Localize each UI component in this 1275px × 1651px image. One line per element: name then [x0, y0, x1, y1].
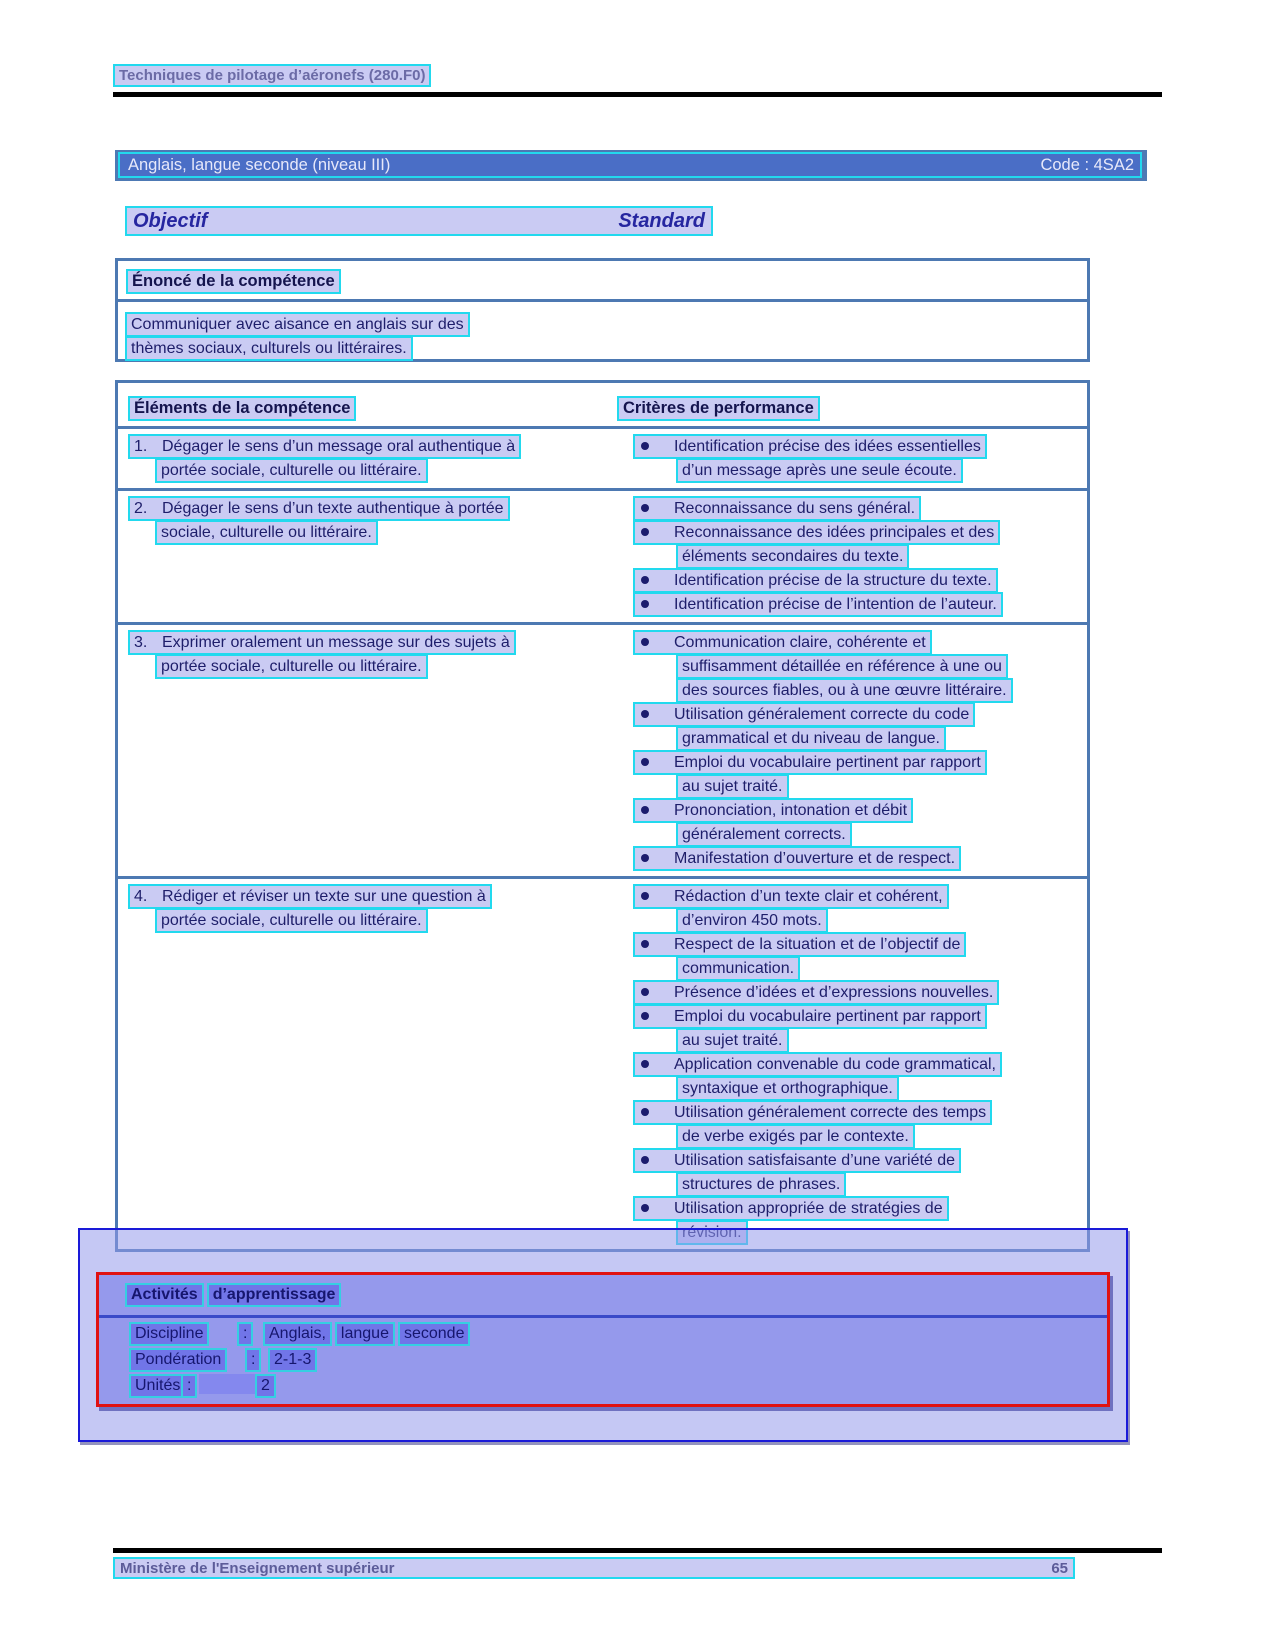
activities-header [99, 1275, 1107, 1318]
criteria-text: Reconnaissance du sens général. [674, 500, 916, 517]
criteria-line [617, 654, 1087, 678]
course-code: Code : 4SA2 [1040, 155, 1134, 174]
criteria-line [617, 1004, 1087, 1028]
criteria-line [617, 1124, 1087, 1148]
criteria-line-highlight [633, 702, 975, 727]
criteria-line [617, 1100, 1087, 1124]
element-text: Dégager le sens d’un texte authentique à portée [162, 500, 504, 517]
criteria-line-highlight [633, 568, 998, 593]
element-line [128, 458, 610, 482]
element-line-highlight: portée sociale, culturelle ou littéraire. [155, 458, 428, 483]
element-line-highlight [128, 496, 510, 521]
criteria-line-highlight: d’environ 450 mots. [676, 908, 828, 933]
activities-value-word: seconde [398, 1322, 471, 1346]
criteria-line-highlight: syntaxique et orthographique. [676, 1076, 899, 1101]
activities-row [129, 1348, 1107, 1374]
course-banner [115, 150, 1147, 181]
col1-header: Éléments de la compétence [128, 396, 356, 421]
criteria-line [617, 956, 1087, 980]
enonce-line [125, 336, 1087, 360]
bullet-icon [641, 1156, 649, 1164]
table-row [118, 488, 1087, 622]
criteria-line [617, 630, 1087, 654]
element-line [128, 654, 610, 678]
criteria-line [617, 846, 1087, 870]
element-number: 1. [134, 438, 148, 455]
criteria-line-highlight: grammatical et du niveau de langue. [676, 726, 946, 751]
activities-label: Pondération [129, 1348, 227, 1372]
bullet-icon [641, 710, 649, 718]
footer-page-number: 65 [1051, 1559, 1068, 1577]
criteria-text: Utilisation généralement correcte des temps [674, 1104, 987, 1121]
criteria-text: Identification précise de la structure du texte. [674, 572, 992, 589]
element-cell [118, 884, 610, 1244]
course-title: Anglais, langue seconde (niveau III) [128, 155, 391, 174]
bullet-icon [641, 528, 649, 536]
element-line [128, 630, 610, 654]
table-row [118, 876, 1087, 1250]
enonce-line-highlight: thèmes sociaux, culturels ou littéraires. [125, 336, 413, 361]
section-heading-highlight [125, 206, 713, 236]
criteria-line-highlight: des sources fiables, ou à une œuvre littéraire. [676, 678, 1013, 703]
element-line-highlight [128, 434, 521, 459]
criteria-cell [610, 496, 1087, 616]
activities-title-word: Activités [125, 1283, 204, 1307]
heading-standard: Standard [618, 210, 705, 232]
criteria-line [617, 1052, 1087, 1076]
table-row [118, 622, 1087, 876]
criteria-line-highlight [633, 1052, 1002, 1077]
bullet-icon [641, 1108, 649, 1116]
criteria-line-highlight [633, 1196, 949, 1221]
criteria-line [617, 592, 1087, 616]
activities-label: Unités [129, 1374, 186, 1398]
criteria-cell [610, 630, 1087, 870]
activities-body [99, 1318, 1107, 1404]
criteria-line-highlight [633, 884, 949, 909]
section-heading [125, 206, 713, 236]
criteria-line-highlight [633, 1148, 961, 1173]
criteria-cell [610, 884, 1087, 1244]
element-line-highlight: sociale, culturelle ou littéraire. [155, 520, 378, 545]
criteria-line-highlight: au sujet traité. [676, 774, 789, 799]
criteria-line-highlight [633, 932, 966, 957]
activities-row [129, 1322, 1107, 1348]
activities-label: Discipline [129, 1322, 209, 1346]
criteria-text: Présence d’idées et d’expressions nouvelles. [674, 984, 994, 1001]
criteria-line-highlight [633, 630, 932, 655]
enonce-header-row [118, 261, 1087, 302]
competence-header-row [118, 383, 1087, 429]
bullet-icon [641, 1012, 649, 1020]
activities-value-word: 2 [255, 1374, 276, 1398]
criteria-line-highlight [633, 592, 1003, 617]
element-line-highlight [128, 884, 492, 909]
criteria-line [617, 1196, 1087, 1220]
table-row [118, 429, 1087, 488]
criteria-line [617, 932, 1087, 956]
enonce-line-highlight: Communiquer avec aisance en anglais sur des [125, 312, 470, 337]
bullet-icon [641, 1204, 649, 1212]
bullet-icon [641, 758, 649, 766]
criteria-line [617, 1172, 1087, 1196]
element-number: 4. [134, 888, 148, 905]
element-line [128, 908, 610, 932]
activities-box [96, 1272, 1110, 1407]
bullet-icon [641, 1060, 649, 1068]
criteria-line [617, 458, 1087, 482]
element-text: Dégager le sens d’un message oral authentique à [162, 438, 516, 455]
element-line [128, 884, 610, 908]
activities-row [129, 1374, 1107, 1400]
criteria-line [617, 908, 1087, 932]
activities-colon: : [237, 1322, 253, 1346]
criteria-text: Respect de la situation et de l’objectif de [674, 936, 961, 953]
criteria-line-highlight [633, 520, 1000, 545]
criteria-line-highlight: d’un message après une seule écoute. [676, 458, 963, 483]
criteria-line [617, 520, 1087, 544]
bullet-icon [641, 988, 649, 996]
criteria-line-highlight: au sujet traité. [676, 1028, 789, 1053]
criteria-line-highlight [633, 1100, 992, 1125]
activities-colon: : [245, 1348, 261, 1372]
competence-table [115, 380, 1090, 1252]
criteria-line [617, 884, 1087, 908]
bullet-icon [641, 576, 649, 584]
criteria-line-highlight [633, 750, 987, 775]
element-number: 3. [134, 634, 148, 651]
footer-ministry: Ministère de l'Enseignement supérieur [120, 1559, 395, 1577]
footer-bar [113, 1557, 1075, 1579]
bullet-icon [641, 638, 649, 646]
element-cell [118, 496, 610, 616]
enonce-body [118, 302, 1087, 360]
bullet-icon [641, 854, 649, 862]
criteria-line [617, 822, 1087, 846]
criteria-line-highlight [633, 434, 987, 459]
criteria-line-highlight: suffisamment détaillée en référence à une ou [676, 654, 1008, 679]
activities-value-word: Anglais, [263, 1322, 332, 1346]
criteria-text: Identification précise des idées essentielles [674, 438, 981, 455]
element-line-highlight: portée sociale, culturelle ou littéraire. [155, 908, 428, 933]
criteria-line-highlight [633, 1004, 987, 1029]
element-cell [118, 434, 610, 482]
activities-value-word: 2-1-3 [268, 1348, 317, 1372]
element-line [128, 496, 610, 520]
enonce-table [115, 258, 1090, 362]
element-text: Rédiger et réviser un texte sur une question à [162, 888, 486, 905]
criteria-text: Manifestation d’ouverture et de respect. [674, 850, 956, 867]
criteria-line [617, 1028, 1087, 1052]
criteria-line-highlight [633, 846, 961, 871]
criteria-line [617, 496, 1087, 520]
criteria-text: Utilisation satisfaisante d’une variété de [674, 1152, 956, 1169]
bullet-icon [641, 892, 649, 900]
criteria-line [617, 1076, 1087, 1100]
criteria-line [617, 544, 1087, 568]
top-rule [113, 92, 1162, 97]
criteria-line [617, 568, 1087, 592]
criteria-line-highlight: structures de phrases. [676, 1172, 846, 1197]
criteria-line-highlight [633, 496, 921, 521]
criteria-line [617, 750, 1087, 774]
criteria-text: Prononciation, intonation et débit [674, 802, 908, 819]
criteria-text: Utilisation généralement correcte du code [674, 706, 970, 723]
activities-colon: : [181, 1374, 197, 1398]
criteria-line-highlight [633, 798, 913, 823]
competence-rows [118, 429, 1087, 1250]
footer-rule [113, 1548, 1162, 1553]
element-cell [118, 630, 610, 870]
bullet-icon [641, 442, 649, 450]
activities-title-word: d’apprentissage [207, 1283, 342, 1307]
criteria-cell [610, 434, 1087, 482]
criteria-line-highlight [633, 980, 999, 1005]
criteria-line [617, 678, 1087, 702]
criteria-line-highlight: de verbe exigés par le contexte. [676, 1124, 915, 1149]
bullet-icon [641, 504, 649, 512]
activities-value-word: langue [335, 1322, 395, 1346]
criteria-line [617, 980, 1087, 1004]
criteria-line-highlight: communication. [676, 956, 800, 981]
bullet-icon [641, 600, 649, 608]
element-text: Exprimer oralement un message sur des sujets à [162, 634, 510, 651]
enonce-header: Énoncé de la compétence [126, 269, 341, 294]
element-line-highlight [128, 630, 516, 655]
activities-value [268, 1348, 317, 1372]
enonce-line [125, 312, 1087, 336]
criteria-text: Application convenable du code grammatical, [674, 1056, 996, 1073]
program-title: Techniques de pilotage d’aéronefs (280.F0) [113, 64, 431, 87]
element-number: 2. [134, 500, 148, 517]
criteria-line [617, 1148, 1087, 1172]
criteria-text: Reconnaissance des idées principales et des [674, 524, 995, 541]
criteria-text: Communication claire, cohérente et [674, 634, 926, 651]
criteria-line-highlight: éléments secondaires du texte. [676, 544, 909, 569]
criteria-line [617, 434, 1087, 458]
activities-value [263, 1322, 470, 1346]
criteria-text: Emploi du vocabulaire pertinent par rapport [674, 1008, 981, 1025]
criteria-text: Rédaction d’un texte clair et cohérent, [674, 888, 943, 905]
criteria-line [617, 798, 1087, 822]
activities-spacer [199, 1374, 256, 1394]
criteria-line [617, 726, 1087, 750]
program-header [113, 64, 431, 87]
criteria-line [617, 774, 1087, 798]
course-banner-highlight [118, 152, 1142, 178]
bullet-icon [641, 806, 649, 814]
heading-objectif: Objectif [133, 210, 208, 232]
element-line [128, 434, 610, 458]
criteria-text: Identification précise de l’intention de l’auteur. [674, 596, 997, 613]
criteria-text: Utilisation appropriée de stratégies de [674, 1200, 943, 1217]
col2-header: Critères de performance [617, 396, 820, 421]
criteria-line [617, 702, 1087, 726]
criteria-text: Emploi du vocabulaire pertinent par rapport [674, 754, 981, 771]
activities-value [255, 1374, 276, 1398]
bullet-icon [641, 940, 649, 948]
element-line-highlight: portée sociale, culturelle ou littéraire. [155, 654, 428, 679]
criteria-line-highlight: généralement corrects. [676, 822, 852, 847]
element-line [128, 520, 610, 544]
